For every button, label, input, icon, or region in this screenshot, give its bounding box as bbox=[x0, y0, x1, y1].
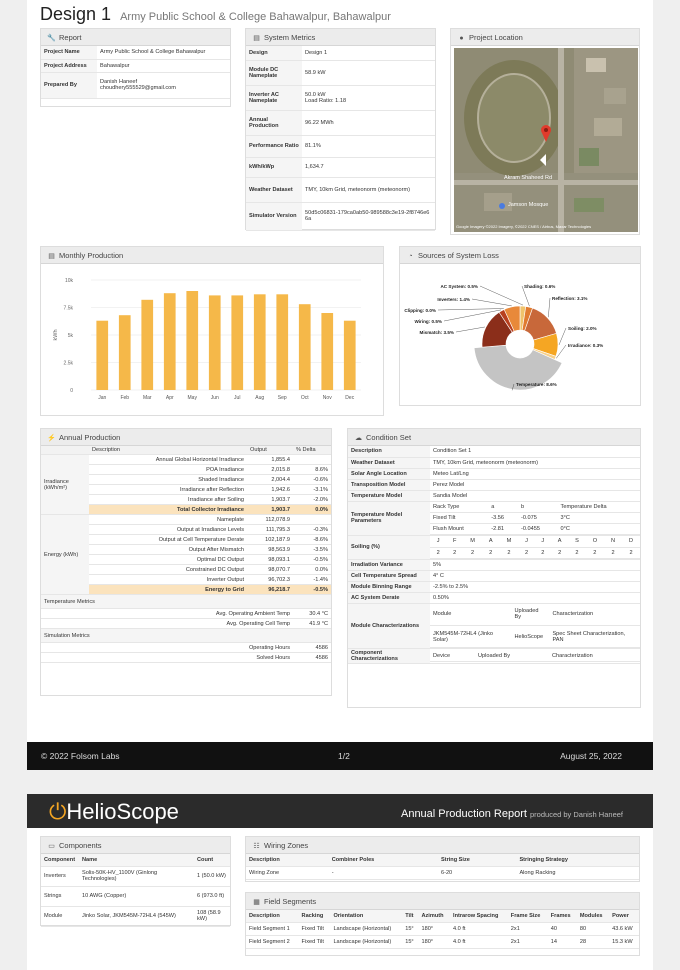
x-tick-label: Apr bbox=[165, 395, 174, 401]
footer-copyright: © 2022 Folsom Labs bbox=[41, 751, 120, 761]
x-tick-label: Feb bbox=[120, 395, 130, 401]
table-row: Temperature Model Parameters Rack Type a b Temperature Delta Fixed Tilt -3.56 -0.075 3°C Flush Mount -2.81 -0.0455 0°C bbox=[348, 501, 640, 536]
table-row: Avg. Operating Cell Temp 41.9 °C bbox=[41, 619, 331, 629]
leader-line bbox=[438, 309, 504, 310]
table-row: Wiring Zone - 6-20 Along Racking bbox=[246, 866, 639, 879]
map-pin-icon: ● bbox=[459, 35, 464, 42]
table-row: Project Name Army Public School & College Bahawalpur bbox=[41, 46, 230, 59]
x-tick-label: Sep bbox=[277, 395, 287, 401]
bar-may bbox=[186, 291, 198, 390]
bar-chart-icon: ▤ bbox=[48, 253, 55, 260]
bar-chart-icon: ▤ bbox=[253, 35, 260, 42]
table-row: Project Address Bahawalpur bbox=[41, 59, 230, 72]
helioscope-logo: ⏻HelioScope bbox=[49, 799, 179, 824]
table-row: Avg. Operating Ambient Temp 30.4 °C bbox=[41, 609, 331, 619]
table-row: Output After Mismatch 98,563.9 -3.5% bbox=[41, 545, 331, 555]
annual-production-table bbox=[41, 446, 331, 663]
y-tick-label: 7.5k bbox=[63, 305, 73, 312]
table-row: Irradiance (kWh/m²) Annual Global Horizontal Irradiance 1,855.4 bbox=[41, 455, 331, 465]
table-row: Strings 10 AWG (Copper) 6 (973.0 ft) bbox=[41, 886, 230, 906]
system-loss-panel bbox=[399, 246, 641, 406]
table-header-row: Description Output % Delta bbox=[41, 446, 331, 455]
report-page-1 bbox=[27, 0, 653, 742]
table-header-row: Module Uploaded By Characterization bbox=[430, 604, 640, 626]
design-title: Design 1 bbox=[40, 4, 112, 24]
table-row: Solar Angle Location Meteo Lat/Lng bbox=[348, 468, 640, 479]
x-tick-label: Nov bbox=[322, 395, 332, 401]
footer-date: August 25, 2022 bbox=[560, 751, 622, 761]
report-table bbox=[41, 46, 230, 99]
slice-label: Wiring: 0.5% bbox=[414, 319, 442, 324]
sitemap-icon: ☷ bbox=[253, 843, 260, 850]
slice-label: Irradiance: 0.3% bbox=[568, 343, 604, 348]
table-row: Constrained DC Output 98,070.7 0.0% bbox=[41, 565, 331, 575]
x-tick-label: Dec bbox=[345, 395, 355, 401]
table-row: kWh/kWp 1,634.7 bbox=[246, 157, 435, 177]
table-row: Soiling (%) J F M A M J J A S O N D 2 2 2 2 2 2 2 2 2 2 2 2 bbox=[348, 536, 640, 560]
table-row: AC System Derate 0.50% bbox=[348, 592, 640, 603]
leader-line bbox=[522, 286, 529, 306]
table-row: Irradiation Variance 5% bbox=[348, 559, 640, 570]
pie-chart-icon: ◔ bbox=[408, 253, 413, 260]
table-row: Optimal DC Output 98,093.1 -0.5% bbox=[41, 555, 331, 565]
table-row: Output at Irradiance Levels 111,795.3 -0.3% bbox=[41, 525, 331, 535]
box-icon: ▭ bbox=[48, 843, 55, 850]
components-header: ▭ Components bbox=[41, 837, 230, 854]
slice-label: Reflection: 3.1% bbox=[552, 296, 588, 301]
slice-label: AC System: 0.5% bbox=[440, 284, 478, 289]
table-row: Prepared By Danish Haneef choudhery555529@gmail.com bbox=[41, 72, 230, 98]
annual-production-header: ⚡ Annual Production bbox=[41, 429, 331, 446]
table-row: Shaded Irradiance 2,004.4 -0.6% bbox=[41, 475, 331, 485]
table-header-row: Description Racking Orientation Tilt Azimuth Intrarow Spacing Frame Size Frames Modules Power bbox=[246, 910, 639, 922]
table-row: Weather Dataset TMY, 10km Grid, meteonorm (meteonorm) bbox=[348, 457, 640, 468]
leader-line bbox=[548, 298, 550, 317]
table-header-row: J F M A M J J A S O N D bbox=[430, 536, 640, 547]
table-row: Inverter AC Nameplate 50.0 kW Load Ratio: 1.18 bbox=[246, 85, 435, 110]
table-row: Field Segment 1 Fixed Tilt Landscape (Horizontal) 15° 180° 4.0 ft 2x1 40 80 43.6 kW bbox=[246, 922, 639, 935]
table-row: 2 2 2 2 2 2 2 2 2 2 2 2 bbox=[430, 547, 640, 558]
x-tick-label: Oct bbox=[300, 395, 309, 401]
slice-label: Shading: 0.6% bbox=[524, 284, 556, 289]
map-road-label: Akram Shaheed Rd bbox=[504, 175, 552, 181]
table-row: Module Jinko Solar, JKM545M-72HL4 (545W) 108 (58.9 kW) bbox=[41, 906, 230, 926]
table-header-row: Description Combiner Poles String Size Stringing Strategy bbox=[246, 854, 639, 866]
power-icon: ⏻ bbox=[49, 799, 67, 824]
monthly-production-panel bbox=[40, 246, 384, 416]
table-row: Flush Mount -2.81 -0.0455 0°C bbox=[430, 524, 640, 535]
table-row: Temperature Model Sandia Model bbox=[348, 490, 640, 501]
monthly-production-header: ▤ Monthly Production bbox=[41, 247, 383, 264]
table-row: Irradiance after Soiling 1,903.7 -2.0% bbox=[41, 495, 331, 505]
section-label: Energy (kWh) bbox=[41, 515, 89, 595]
table-row: Module DC Nameplate 58.9 kW bbox=[246, 60, 435, 85]
table-row: Inverter Output 96,702.3 -1.4% bbox=[41, 575, 331, 585]
table-row: Solved Hours 4586 bbox=[41, 653, 331, 663]
y-axis-label: kWh bbox=[53, 329, 59, 341]
table-row: Module Characterizations Module Uploaded By Characterization JKM545M-72HL4 (Jinko Solar) HelioScope Spec Sheet Characterization, PAN bbox=[348, 603, 640, 649]
condition-set-table bbox=[348, 446, 640, 664]
table-row: JKM545M-72HL4 (Jinko Solar) HelioScope Spec Sheet Characterization, PAN bbox=[430, 626, 640, 648]
table-row: Component Characterizations Device Uploaded By Characterization bbox=[348, 649, 640, 664]
slice-label: Temperature: 8.6% bbox=[516, 382, 557, 387]
table-row: Field Segment 2 Fixed Tilt Landscape (Horizontal) 15° 180° 4.0 ft 2x1 14 28 15.3 kW bbox=[246, 935, 639, 948]
project-subtitle: Army Public School & College Bahawalpur, Bahawalpur bbox=[120, 11, 391, 23]
map-attribution: Google Imagery ©2022 Imagery, ©2022 CNES / Airbus, Maxar Technologies bbox=[456, 224, 592, 229]
page-footer bbox=[27, 742, 653, 770]
x-tick-label: Jun bbox=[210, 395, 219, 401]
y-tick-label: 2.5k bbox=[63, 360, 73, 367]
components-panel bbox=[40, 836, 231, 926]
table-header-row: Rack Type a b Temperature Delta bbox=[430, 502, 640, 513]
section-row: Temperature Metrics bbox=[41, 595, 331, 609]
report-heading: Annual Production Report produced by Danish Haneef bbox=[400, 808, 623, 820]
table-row: Inverters Solis-50K-HV_1100V (Ginlong Technologies) 1 (50.0 kW) bbox=[41, 866, 230, 886]
wiring-zones-table bbox=[246, 854, 639, 880]
table-row: Output at Cell Temperature Derate 102,187.9 -8.6% bbox=[41, 535, 331, 545]
table-row: Transposition Model Perez Model bbox=[348, 479, 640, 490]
y-tick-label: 0 bbox=[70, 388, 73, 394]
project-location-panel bbox=[450, 28, 640, 235]
slice-label: Soiling: 2.0% bbox=[568, 326, 597, 331]
prepared-by-email[interactable]: choudhery555529@gmail.com bbox=[100, 85, 176, 91]
report-page-2 bbox=[27, 794, 653, 970]
bolt-icon: ⚡ bbox=[47, 435, 56, 442]
bar-jan bbox=[96, 321, 108, 390]
bar-oct bbox=[299, 304, 311, 390]
page-title bbox=[40, 4, 391, 25]
x-tick-label: May bbox=[187, 395, 197, 401]
slice-label: Inverters: 1.4% bbox=[437, 297, 470, 302]
wiring-zones-panel bbox=[245, 836, 640, 882]
report-panel-header: 🔧 Report bbox=[41, 29, 230, 46]
table-row: Simulator Version 50d5c06831-179ca0ab50-989588c3e19-2f8746e66a bbox=[246, 202, 435, 230]
wrench-icon: 🔧 bbox=[47, 35, 56, 42]
annual-production-panel bbox=[40, 428, 332, 696]
bar-nov bbox=[321, 313, 333, 390]
table-row: Energy (kWh) Nameplate 112,078.9 bbox=[41, 515, 331, 525]
field-segments-header: ▦ Field Segments bbox=[246, 893, 639, 910]
table-row: Operating Hours 4586 bbox=[41, 643, 331, 653]
y-tick-label: 10k bbox=[64, 278, 73, 284]
table-header-row: Component Name Count bbox=[41, 854, 230, 866]
monthly-production-chart bbox=[41, 264, 383, 414]
table-row: Design Design 1 bbox=[246, 46, 435, 60]
prepared-by-name: Danish Haneef bbox=[100, 79, 138, 85]
system-metrics-table bbox=[246, 46, 435, 231]
leader-line bbox=[472, 299, 512, 306]
satellite-map[interactable] bbox=[454, 48, 638, 232]
table-row: Module Binning Range -2.5% to 2.5% bbox=[348, 581, 640, 592]
components-table bbox=[41, 854, 230, 927]
field-segments-panel bbox=[245, 892, 640, 956]
condition-set-panel bbox=[347, 428, 641, 708]
field-segments-table bbox=[246, 910, 639, 949]
bar-dec bbox=[344, 321, 356, 390]
table-row: Performance Ratio 81.1% bbox=[246, 135, 435, 157]
bar-apr bbox=[164, 293, 176, 390]
table-row: Cell Temperature Spread 4° C bbox=[348, 570, 640, 581]
map-poi-label: Jamson Mosque bbox=[508, 202, 549, 208]
leader-line bbox=[559, 328, 566, 345]
bar-sep bbox=[276, 294, 288, 390]
x-tick-label: Aug bbox=[255, 395, 265, 401]
helioscope-banner bbox=[27, 794, 653, 828]
table-row: Irradiance after Reflection 1,942.6 -3.1% bbox=[41, 485, 331, 495]
table-header-row: Device Uploaded By Characterization bbox=[430, 650, 640, 661]
condition-set-header: ☁ Condition Set bbox=[348, 429, 640, 446]
table-row: Fixed Tilt -3.56 -0.075 3°C bbox=[430, 513, 640, 524]
bar-feb bbox=[119, 315, 131, 390]
x-tick-label: Jul bbox=[234, 395, 241, 401]
cloud-icon: ☁ bbox=[355, 435, 362, 442]
project-location-header: ● Project Location bbox=[451, 29, 639, 46]
section-label: Irradiance (kWh/m²) bbox=[41, 455, 89, 515]
leader-line bbox=[456, 327, 485, 332]
x-tick-label: Mar bbox=[142, 395, 152, 401]
table-row: Weather Dataset TMY, 10km Grid, meteonorm (meteonorm) bbox=[246, 177, 435, 202]
bar-aug bbox=[254, 294, 266, 390]
grid-icon: ▦ bbox=[253, 899, 260, 906]
bar-mar bbox=[141, 300, 153, 390]
x-tick-label: Jan bbox=[98, 395, 107, 401]
table-row: Description Condition Set 1 bbox=[348, 446, 640, 457]
bar-jun bbox=[209, 295, 221, 390]
system-metrics-panel bbox=[245, 28, 436, 230]
bar-jul bbox=[231, 295, 243, 390]
wiring-zones-header: ☷ Wiring Zones bbox=[246, 837, 639, 854]
table-row: Energy to Grid 96,218.7 -0.5% bbox=[41, 585, 331, 595]
table-row: Total Collector Irradiance 1,903.7 0.0% bbox=[41, 505, 331, 515]
y-tick-label: 5k bbox=[67, 333, 73, 339]
leader-line bbox=[480, 286, 523, 305]
table-row: Annual Production 96.22 MWh bbox=[246, 110, 435, 135]
slice-label: Clipping: 0.0% bbox=[404, 308, 436, 313]
report-panel bbox=[40, 28, 231, 107]
system-loss-header: ◔ Sources of System Loss bbox=[400, 247, 640, 264]
footer-page-number: 1/2 bbox=[338, 751, 350, 761]
system-loss-chart bbox=[400, 264, 640, 405]
slice-label: Mismatch: 3.5% bbox=[419, 330, 454, 335]
system-metrics-header: ▤ System Metrics bbox=[246, 29, 435, 46]
table-row: POA Irradiance 2,015.8 8.6% bbox=[41, 465, 331, 475]
section-row: Simulation Metrics bbox=[41, 629, 331, 643]
